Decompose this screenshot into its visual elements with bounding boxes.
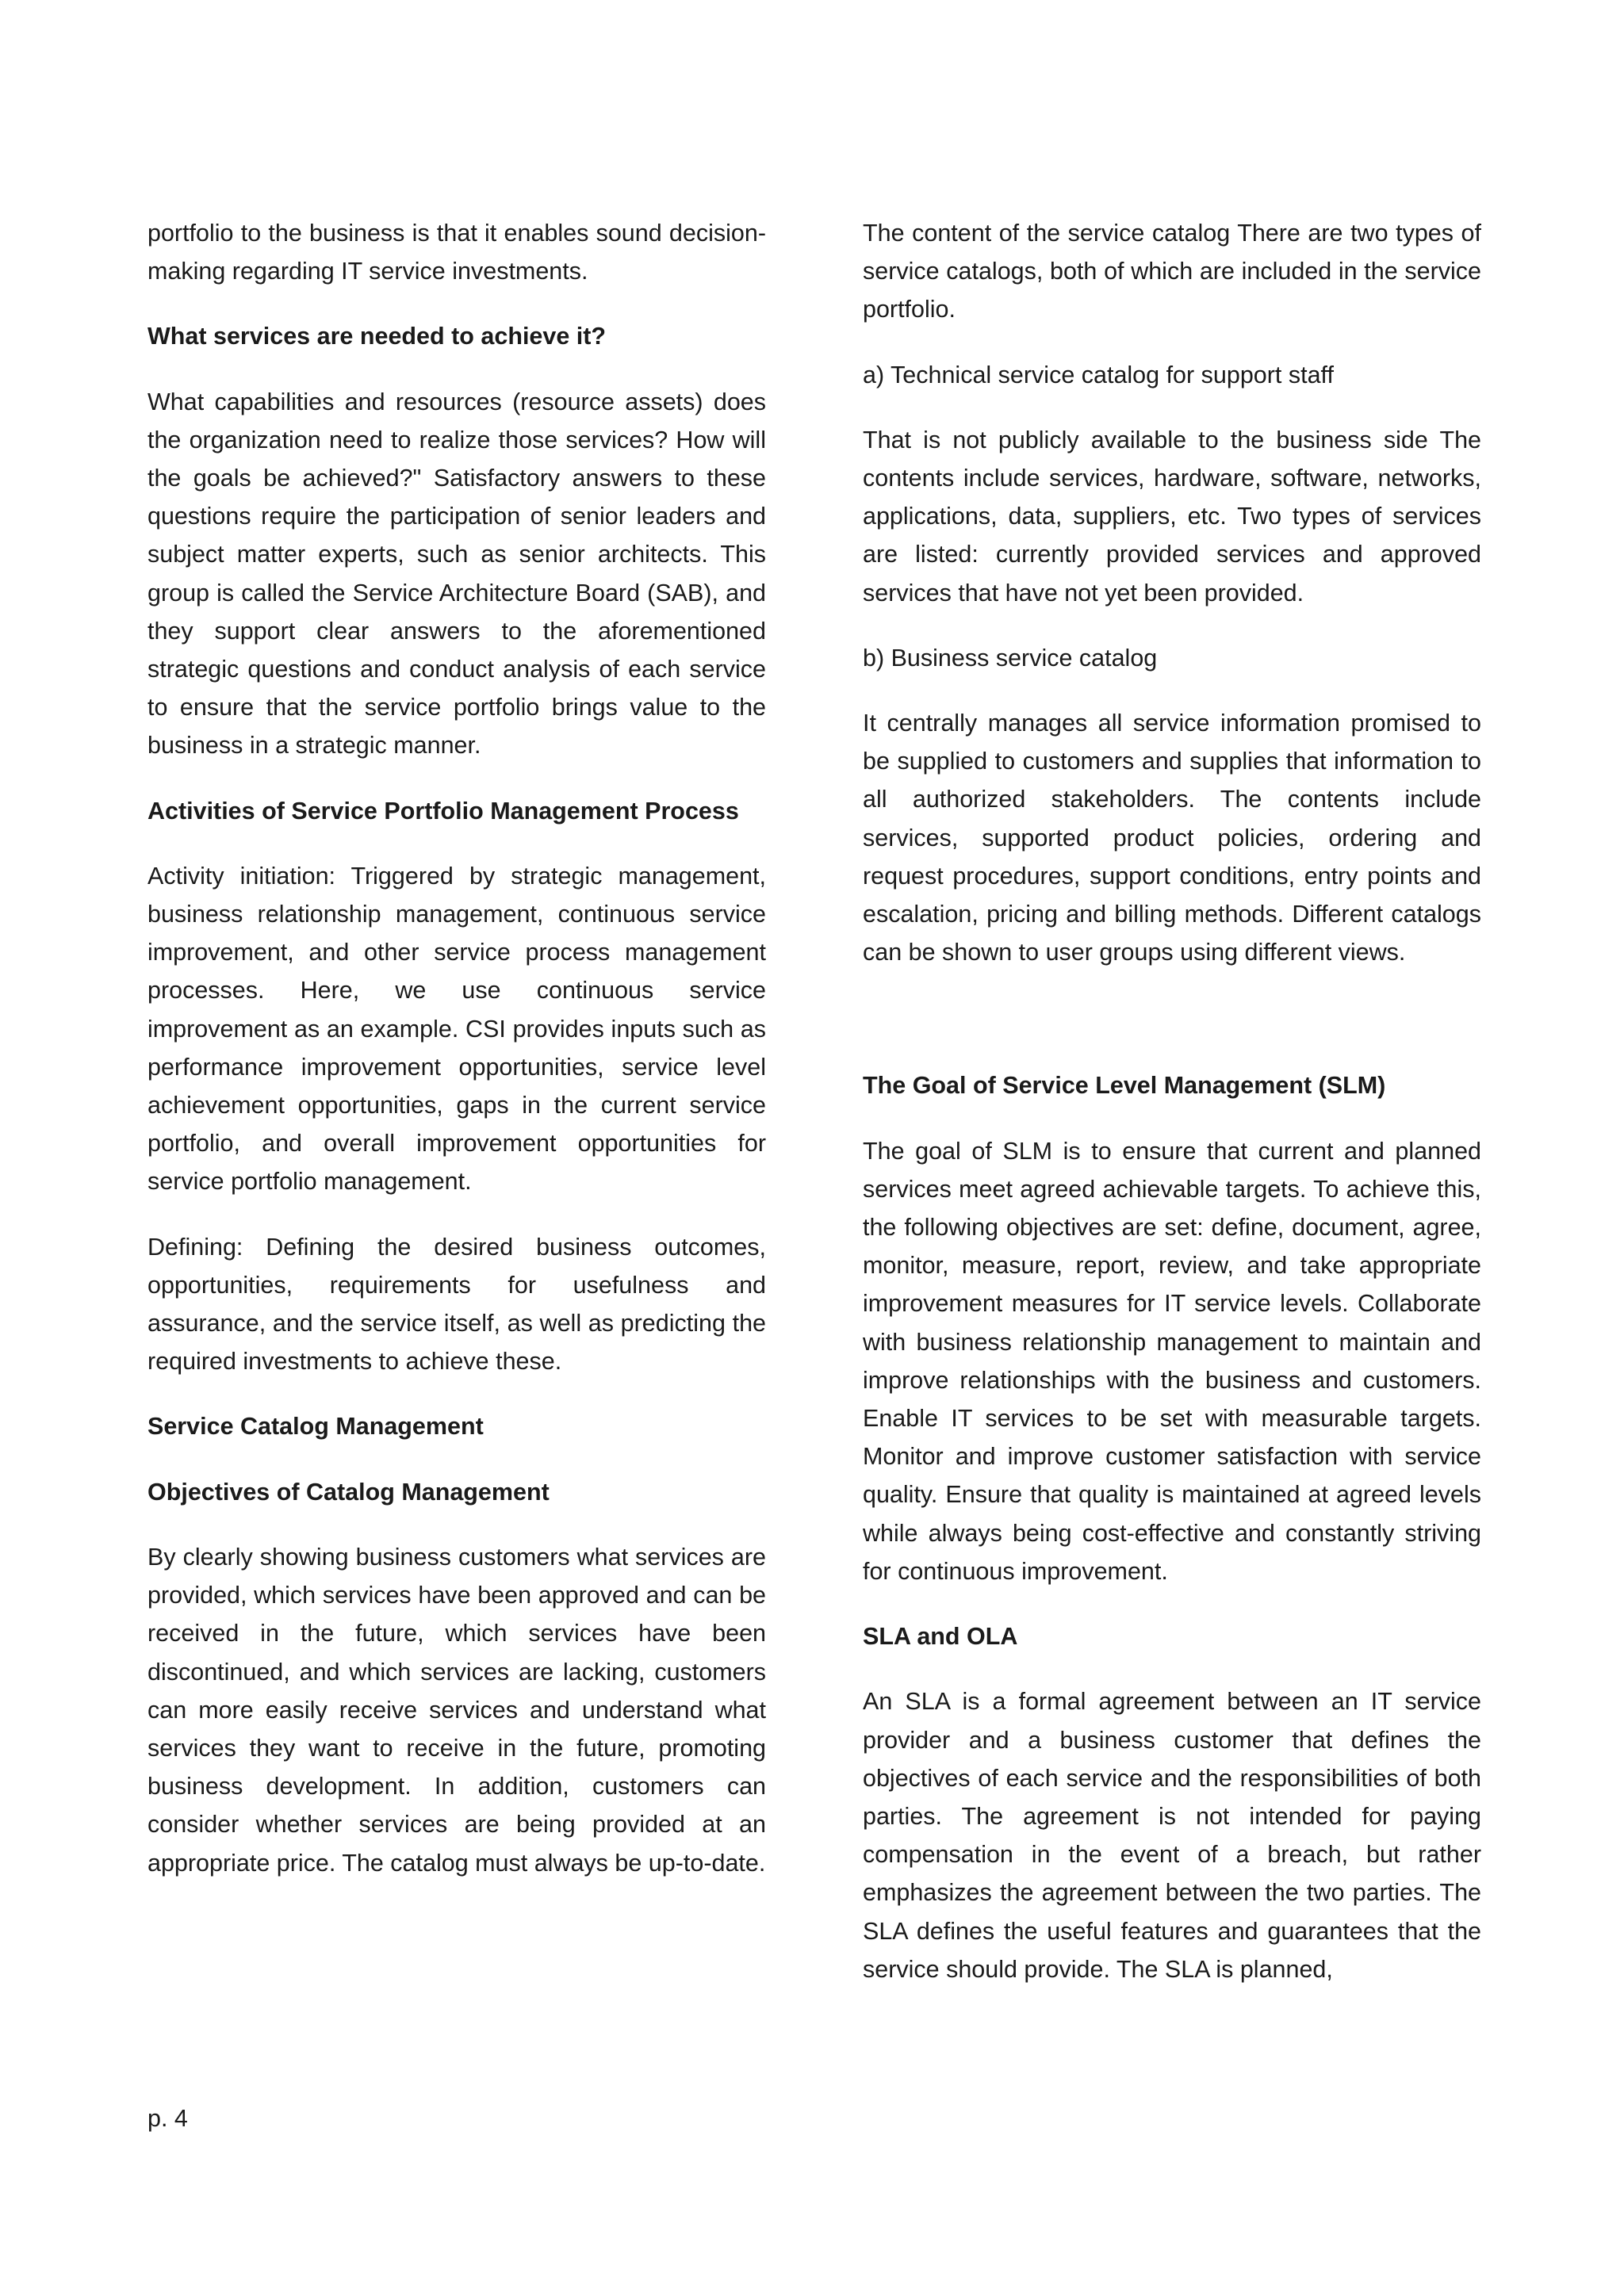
paragraph-portfolio-intro: portfolio to the business is that it enables sound decision-making regarding IT service investments.	[147, 220, 766, 285]
paragraph-catalog-content: The content of the service catalog There are two types of service catalogs, both of which are included in the service portfolio.	[863, 220, 1481, 323]
item-business-catalog: b) Business service catalog	[863, 644, 1158, 672]
paragraph-technical-catalog: That is not publicly available to the business side The contents include services, hardware, software, networks, applications, data, suppliers, etc. Two types of services are listed: currently provided services and approved services that have not yet been provided.	[863, 426, 1481, 607]
paragraph-activity-initiation: Activity initiation: Triggered by strategic management, business relationship management, continuous service improvement, and other service process management processes. Here, we use continuous service improvement as an example. CSI provides inputs such as performance improvement opportunities, service level achievement opportunities, gaps in the current service portfolio, and overall improvement opportunities for service portfolio management.	[147, 862, 766, 1196]
heading-sla-ola: SLA and OLA	[863, 1623, 1018, 1651]
paragraph-catalog-objectives: By clearly showing business customers what services are provided, which services have been approved and can be received in the future, which services have been discontinued, and which services are lacking, customers can more easily receive services and understand what services they want to receive in the future, promoting business development. In addition, customers can consider whether services are being provided at an appropriate price. The catalog must always be up-to-date.	[147, 1543, 766, 1877]
paragraph-sla: An SLA is a formal agreement between an IT service provider and a business customer that defines the objectives of each service and the responsibilities of both parties. The agreement is not intended for paying compensation in the event of a breach, but rather emphasizes the agreement between the two parties. The SLA defines the useful features and guarantees that the service should provide. The SLA is planned,	[863, 1688, 1481, 1983]
heading-slm-goal: The Goal of Service Level Management (SLM)	[863, 1072, 1386, 1100]
paragraph-defining: Defining: Defining the desired business outcomes, opportunities, requirements for usefulness and assurance, and the service itself, as well as predicting the required investments to achieve these.	[147, 1233, 766, 1376]
right-column	[863, 214, 1481, 2015]
heading-catalog-objectives: Objectives of Catalog Management	[147, 1478, 550, 1506]
paragraph-business-catalog: It centrally manages all service information promised to be supplied to customers and supplies that information to all authorized stakeholders. The contents include services, supported product policies, ordering and request procedures, support conditions, entry points and escalation, pricing and billing methods. Different catalogs can be shown to user groups using different views.	[863, 710, 1481, 966]
heading-services-needed: What services are needed to achieve it?	[147, 323, 607, 350]
left-column	[147, 214, 766, 1909]
heading-portfolio-activities: Activities of Service Portfolio Management Process	[147, 797, 739, 825]
paragraph-capabilities: What capabilities and resources (resource assets) does the organization need to realize those services? How will the goals be achieved?" Satisfactory answers to these questions require the participation of senior leaders and subject matter experts, such as senior architects. This group is called the Service Architecture Board (SAB), and they support clear answers to the aforementioned strategic questions and conduct analysis of each service to ensure that the service portfolio brings value to the business in a strategic manner.	[147, 388, 766, 760]
heading-catalog-management: Service Catalog Management	[147, 1413, 484, 1441]
paragraph-slm-goal: The goal of SLM is to ensure that current and planned services meet agreed achievable targets. To achieve this, the following objectives are set: define, document, agree, monitor, measure, report, review, and take appropriate improvement measures for IT service levels. Collaborate with business relationship management to maintain and improve relationships with the business and customers. Enable IT services to be set with measurable targets. Monitor and improve customer satisfaction with service quality. Ensure that quality is maintained at agreed levels while always being cost-effective and constantly striving for continuous improvement.	[863, 1137, 1481, 1585]
page-number: p. 4	[147, 2105, 188, 2132]
item-technical-catalog: a) Technical service catalog for support staff	[863, 361, 1334, 388]
